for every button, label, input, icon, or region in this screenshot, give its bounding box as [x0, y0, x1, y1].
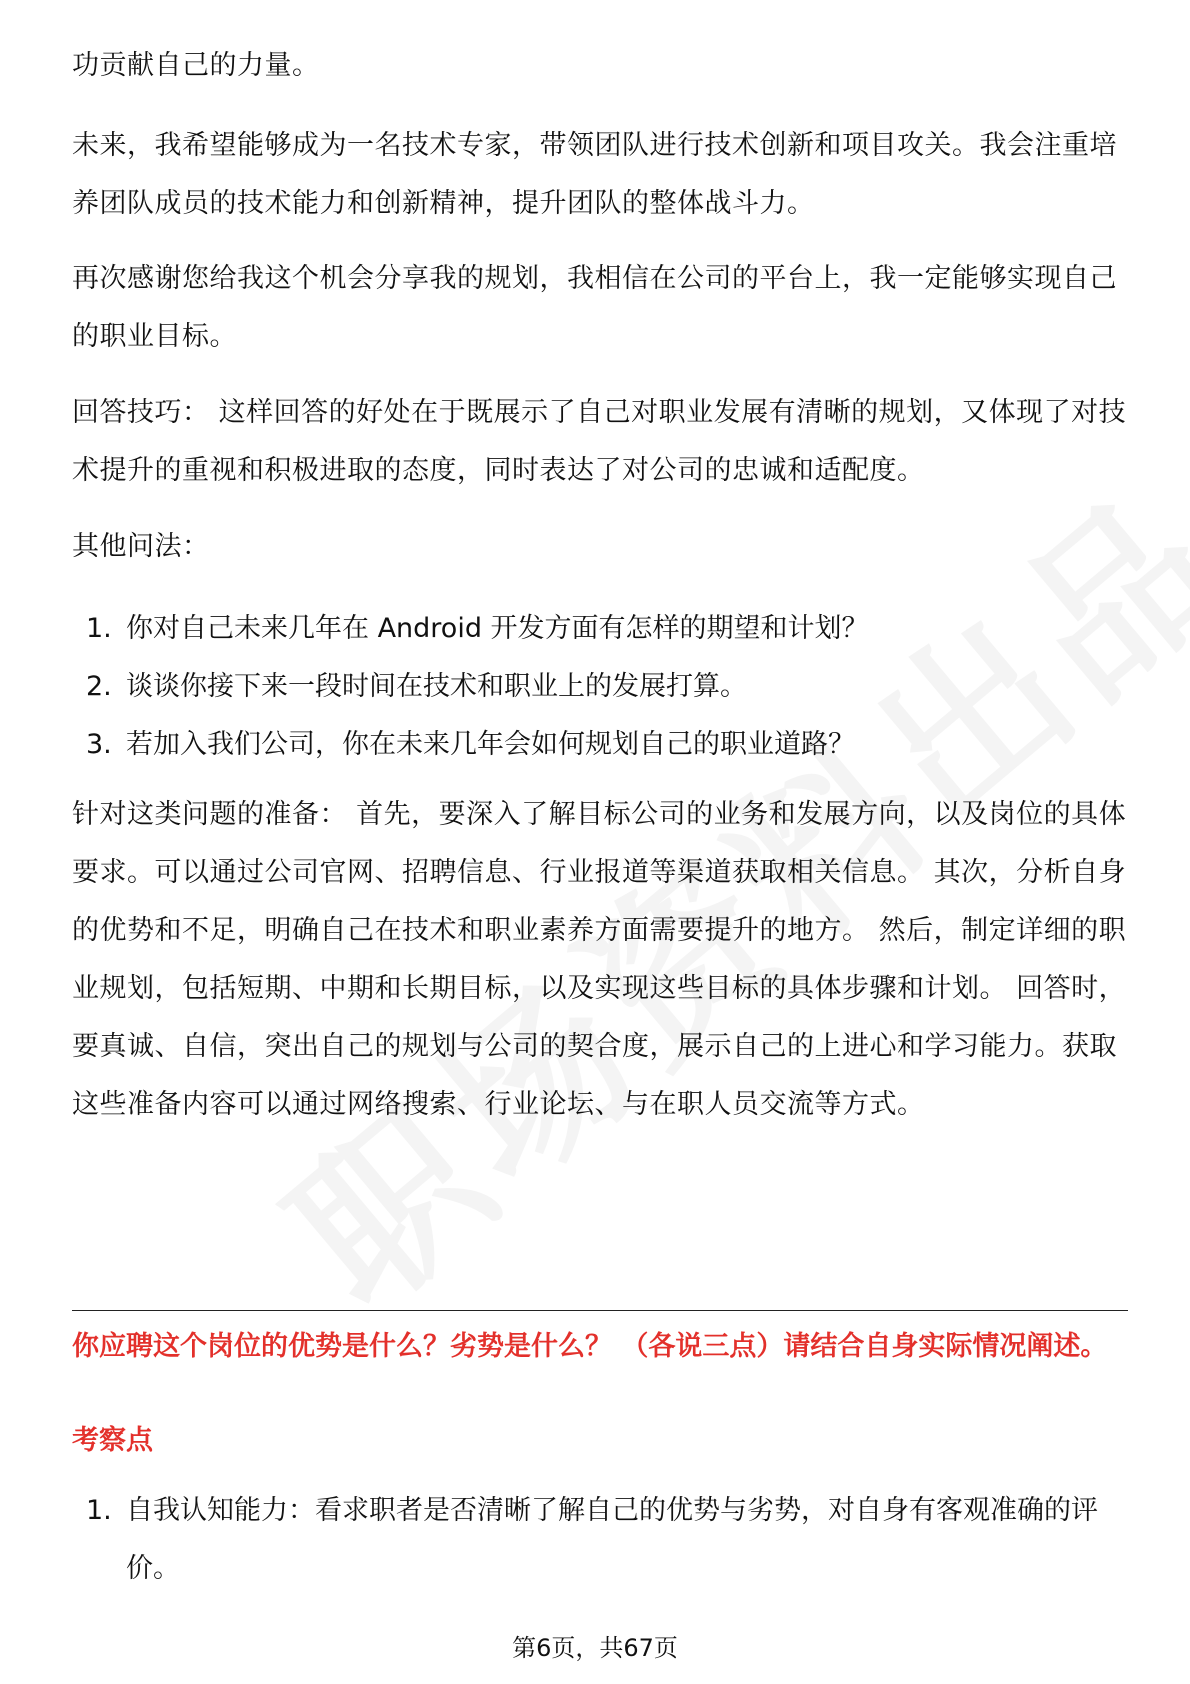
list-item-text: 你对自己未来几年在 Android 开发方面有怎样的期望和计划？ — [126, 613, 869, 644]
list-item — [86, 716, 1126, 774]
list-item-text: 自我认知能力：看求职者是否清晰了解自己的优势与劣势，对自身有客观准确的评价。 — [126, 1495, 1098, 1584]
list-number: 1. — [86, 1495, 112, 1526]
paragraph-continuation: 功贡献自己的力量。 — [72, 50, 320, 81]
page-footer: 第6页，共67页 — [512, 1634, 678, 1662]
question-heading: 你应聘这个岗位的优势是什么？劣势是什么？ （各说三点）请结合自身实际情况阐述。 — [72, 1331, 1108, 1362]
list-item-text: 若加入我们公司，你在未来几年会如何规划自己的职业道路？ — [126, 729, 855, 760]
list-item — [86, 658, 1126, 716]
exam-points-list — [86, 1482, 1126, 1598]
paragraph-answer-tips: 回答技巧： 这样回答的好处在于既展示了自己对职业发展有清晰的规划，又体现了对技术提升的重视和积极进取的态度，同时表达了对公司的忠诚和适配度。 — [72, 397, 1127, 486]
list-item — [86, 600, 1126, 658]
paragraph-preparation: 针对这类问题的准备： 首先，要深入了解目标公司的业务和发展方向，以及岗位的具体要求。可以通过公司官网、招聘信息、行业报道等渠道获取相关信息。 其次，分析自身的优势和不足，明确自己在技术和职业素养方面需要提升的地方。 然后，制定详细的职业规划，包括短期、中期和长期目标，以及实现这些目标的具体步骤和计划。 回答时，要真诚、自信，突出自己的规划与公司的契合度，展示自己的上进心和学习能力。获取这些准备内容可以通过网络搜索、行业论坛、与在职人员交流等方式。 — [72, 799, 1127, 1120]
list-number: 1. — [86, 613, 112, 644]
other-questions-list — [86, 600, 1126, 774]
list-number: 2. — [86, 671, 112, 702]
list-number: 3. — [86, 729, 112, 760]
paragraph-other-questions-heading: 其他问法： — [72, 531, 210, 562]
section-divider — [72, 1310, 1128, 1311]
list-item — [86, 1482, 1126, 1598]
list-item-text: 谈谈你接下来一段时间在技术和职业上的发展打算。 — [126, 671, 747, 702]
paragraph-thanks: 再次感谢您给我这个机会分享我的规划，我相信在公司的平台上，我一定能够实现自己的职业目标。 — [72, 263, 1117, 352]
paragraph-future-plan: 未来，我希望能够成为一名技术专家，带领团队进行技术创新和项目攻关。我会注重培养团队成员的技术能力和创新精神，提升团队的整体战斗力。 — [72, 130, 1117, 219]
section-label-exam-points: 考察点 — [72, 1425, 153, 1456]
